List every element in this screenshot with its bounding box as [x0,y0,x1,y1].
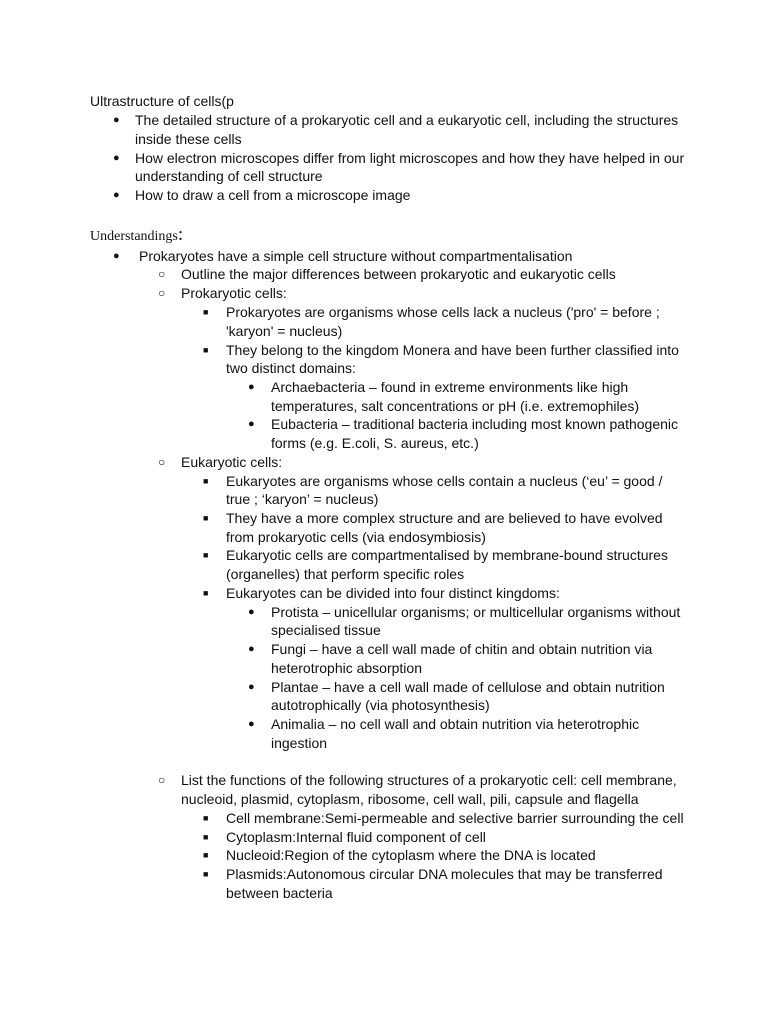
bullet-square-icon: ■ [203,869,209,879]
eukaryotic-point-1-line-1: Eukaryotes are organisms whose cells contain a nucleus (‘eu’ = good / [226,473,663,489]
intro-bullet-1-line-2: inside these cells [135,131,242,147]
kingdom-plantae-line-1: Plantae – have a cell wall made of cellulose and obtain nutrition [271,679,665,695]
prokaryotes-point: Prokaryotes have a simple cell structure without compartmentalisation [139,248,573,264]
kingdom-protista-line-2: specialised tissue [271,622,381,638]
function-nucleoid: Nucleoid:Region of the cytoplasm where the DNA is located [226,847,596,863]
intro-bullet-2-line-1: How electron microscopes differ from light microscopes and how they have helped in our [135,150,685,166]
bullet-dot-icon: ● [248,718,255,730]
bullet-square-icon: ■ [203,476,209,486]
bullet-square-icon: ■ [203,513,209,523]
bullet-dot-icon: ● [113,189,120,201]
list-functions-line-2: nucleoid, plasmid, cytoplasm, ribosome, cell wall, pili, capsule and flagella [181,791,639,807]
prokaryotic-point-1-line-1: Prokaryotes are organisms whose cells lack a nucleus ('pro' = before ; [226,304,660,320]
bullet-dot-icon: ● [248,681,255,693]
eukaryotic-heading: Eukaryotic cells: [181,454,283,470]
kingdom-protista-line-1: Protista – unicellular organisms; or multicellular organisms without [271,604,681,620]
bullet-square-icon: ■ [203,550,209,560]
kingdom-fungi-line-1: Fungi – have a cell wall made of chitin and obtain nutrition via [271,641,653,657]
bullet-dot-icon: ● [113,250,120,262]
eukaryotic-point-2-line-2: from prokaryotic cells (via endosymbiosis) [226,529,486,545]
prokaryotic-point-2-line-2: two distinct domains: [226,360,356,376]
function-cytoplasm: Cytoplasm:Internal fluid component of cell [226,829,486,845]
understandings-label: Understandings [90,229,178,244]
bullet-square-icon: ■ [203,345,209,355]
bullet-square-icon: ■ [203,307,209,317]
function-plasmids-line-1: Plasmids:Autonomous circular DNA molecules that may be transferred [226,866,663,882]
bullet-circle-icon: ○ [158,267,166,281]
eukaryotic-point-4: Eukaryotes can be divided into four distinct kingdoms: [226,585,560,601]
bullet-square-icon: ■ [203,588,209,598]
intro-bullet-3: How to draw a cell from a microscope image [135,187,411,203]
prokaryotic-point-1-line-2: 'karyon' = nucleus) [226,323,343,339]
eukaryotic-point-2-line-1: They have a more complex structure and are believed to have evolved [226,510,663,526]
bullet-circle-icon: ○ [158,773,166,787]
eukaryotic-point-1-line-2: true ; ‘karyon’ = nucleus) [226,491,379,507]
page-title: Ultrastructure of cells(p [90,93,234,109]
bullet-square-icon: ■ [203,832,209,842]
bullet-square-icon: ■ [203,813,209,823]
kingdom-plantae-line-2: autotrophically (via photosynthesis) [271,697,490,713]
list-functions-line-1: List the functions of the following structures of a prokaryotic cell: cell membrane, [181,772,677,788]
domain-1-line-2: temperatures, salt concentrations or pH (i.e. extremophiles) [271,398,640,414]
intro-bullet-1-line-1: The detailed structure of a prokaryotic cell and a eukaryotic cell, including the structures [135,112,679,128]
function-plasmids-line-2: between bacteria [226,885,333,901]
domain-1-line-1: Archaebacteria – found in extreme environments like high [271,379,629,395]
bullet-dot-icon: ● [248,606,255,618]
prokaryotic-point-2-line-1: They belong to the kingdom Monera and have been further classified into [226,342,679,358]
intro-bullet-2-line-2: understanding of cell structure [135,168,323,184]
bullet-dot-icon: ● [248,643,255,655]
domain-2-line-1: Eubacteria – traditional bacteria including most known pathogenic [271,416,679,432]
understandings-colon: : [177,224,184,245]
kingdom-animalia-line-2: ingestion [271,735,328,751]
eukaryotic-point-3-line-2: (organelles) that perform specific roles [226,566,465,582]
kingdom-animalia-line-1: Animalia – no cell wall and obtain nutrition via heterotrophic [271,716,640,732]
bullet-dot-icon: ● [248,418,255,430]
eukaryotic-point-3-line-1: Eukaryotic cells are compartmentalised by membrane-bound structures [226,547,668,563]
bullet-dot-icon: ● [113,114,120,126]
kingdom-fungi-line-2: heterotrophic absorption [271,660,422,676]
understandings-heading [90,226,183,247]
function-cell-membrane: Cell membrane:Semi-permeable and selective barrier surrounding the cell [226,810,684,826]
bullet-circle-icon: ○ [158,455,166,469]
prokaryotic-heading: Prokaryotic cells: [181,285,287,301]
outline-item: Outline the major differences between prokaryotic and eukaryotic cells [181,266,616,282]
bullet-square-icon: ■ [203,850,209,860]
bullet-dot-icon: ● [113,152,120,164]
bullet-dot-icon: ● [248,381,255,393]
bullet-circle-icon: ○ [158,286,166,300]
domain-2-line-2: forms (e.g. E.coli, S. aureus, etc.) [271,435,479,451]
